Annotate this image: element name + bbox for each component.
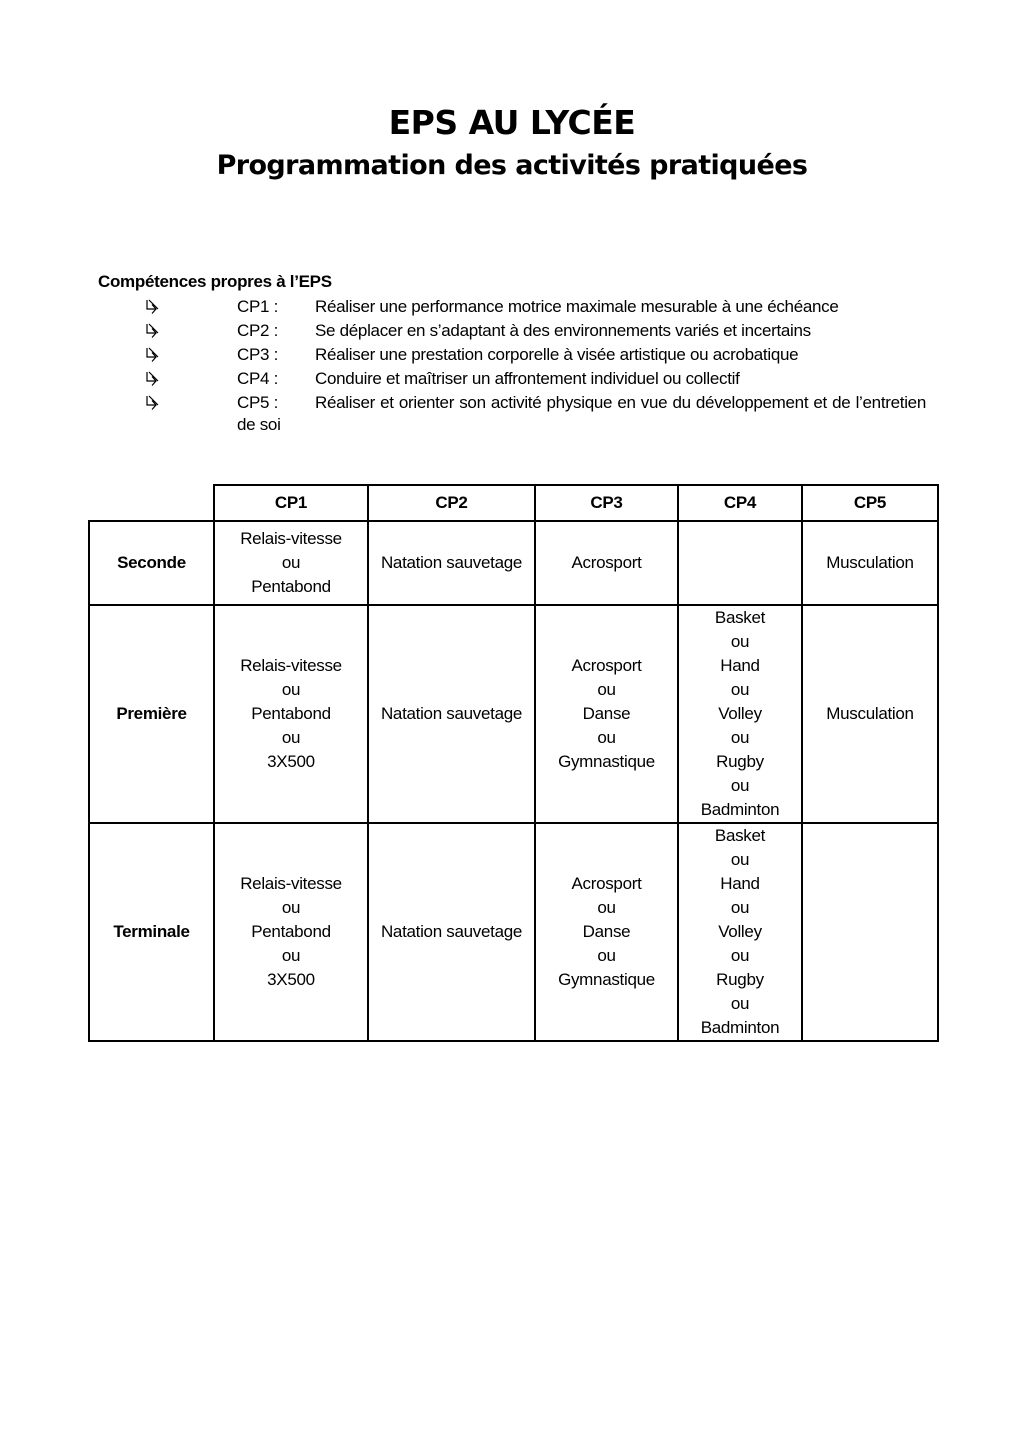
table-cell: [368, 605, 535, 823]
competences-list: [0, 296, 1024, 440]
cell-line: ou: [597, 946, 616, 965]
table-cell: [214, 823, 368, 1041]
cell-line: ou: [597, 728, 616, 747]
cell-line: Hand: [720, 874, 760, 893]
cell-line: ou: [730, 850, 750, 869]
cell-line: 3X500: [267, 752, 315, 771]
cell-line: ou: [281, 898, 301, 917]
cell-line: ou: [281, 680, 301, 699]
cell-line: ou: [281, 946, 301, 965]
cell-line: Relais-vitesse: [240, 874, 342, 893]
competence-item-cp2: [0, 320, 1024, 344]
table-cell: [678, 521, 802, 605]
competences-heading: Compétences propres à l’EPS: [98, 272, 332, 291]
table-row-premiere: [89, 605, 938, 823]
cell-line: Acrosport: [571, 874, 642, 893]
competence-code: CP1 :: [237, 297, 279, 316]
arrow-bullet-icon: [144, 296, 162, 318]
cell-line: 3X500: [267, 970, 315, 989]
table-cell: [535, 605, 678, 823]
cell-line: Relais-vitesse: [240, 656, 342, 675]
table-cell: [214, 521, 368, 605]
competence-text: Réaliser une prestation corporelle à visée artistique ou acrobatique: [315, 345, 799, 364]
table-cell: [535, 823, 678, 1041]
competence-text: Se déplacer en s’adaptant à des environnements variés et incertains: [315, 321, 811, 340]
column-header-cp1: CP1: [214, 485, 368, 521]
table-cell: [802, 521, 938, 605]
table-row-seconde: [89, 521, 938, 605]
page-title: EPS AU LYCÉE: [388, 103, 636, 142]
cell-line: Danse: [582, 922, 631, 941]
table-corner: [89, 485, 214, 521]
table-cell: [678, 605, 802, 823]
cell-line: Pentabond: [251, 704, 331, 723]
cell-line: Rugby: [716, 970, 764, 989]
cell-line: Badminton: [700, 800, 780, 819]
table-cell: [678, 823, 802, 1041]
cell-line: ou: [597, 680, 616, 699]
cell-line: Basket: [714, 608, 766, 627]
cell-line: Badminton: [700, 1018, 780, 1037]
arrow-bullet-icon: [144, 368, 162, 390]
cell-line: ou: [730, 728, 750, 747]
table-header-row: [89, 485, 938, 521]
competence-item-cp5: [0, 392, 1024, 440]
cell-line: ou: [730, 946, 750, 965]
cell-line: Volley: [718, 704, 762, 723]
cell-line: Acrosport: [571, 656, 642, 675]
competence-item-cp3: [0, 344, 1024, 368]
cell-line: ou: [281, 553, 301, 572]
row-label: Seconde: [89, 521, 214, 605]
cell-line: Gymnastique: [558, 970, 655, 989]
table-cell: [802, 823, 938, 1041]
cell-line: Basket: [714, 826, 766, 845]
competence-code: CP4 :: [237, 369, 279, 388]
cell-line: Volley: [718, 922, 762, 941]
column-header-cp4: CP4: [678, 485, 802, 521]
cell-line: ou: [730, 680, 750, 699]
cell-line: Natation sauvetage: [380, 704, 523, 723]
column-header-cp5: CP5: [802, 485, 938, 521]
column-header-cp2: CP2: [368, 485, 535, 521]
table-cell: [535, 521, 678, 605]
table-cell: [214, 605, 368, 823]
page-subtitle: Programmation des activités pratiquées: [216, 150, 808, 181]
row-label: Terminale: [89, 823, 214, 1041]
competence-code: CP2 :: [237, 321, 279, 340]
competence-text: Réaliser une performance motrice maximale mesurable à une échéance: [315, 297, 839, 316]
table-cell: [802, 605, 938, 823]
arrow-bullet-icon: [144, 344, 162, 366]
cell-line: ou: [597, 898, 616, 917]
competence-item-cp4: [0, 368, 1024, 392]
cell-line: Rugby: [716, 752, 764, 771]
cell-line: ou: [730, 994, 750, 1013]
competence-text: Réaliser et orienter son activité physique en vue du développement et de l’entretien de soi: [237, 393, 926, 434]
cell-line: Natation sauvetage: [380, 922, 523, 941]
cell-line: Gymnastique: [558, 752, 655, 771]
competence-item-cp1: [0, 296, 1024, 320]
cell-line: ou: [281, 728, 301, 747]
cell-line: Pentabond: [251, 922, 331, 941]
competence-code: CP3 :: [237, 345, 279, 364]
arrow-bullet-icon: [144, 320, 162, 342]
table-cell: [368, 823, 535, 1041]
arrow-bullet-icon: [144, 392, 162, 414]
programmation-table: [88, 484, 939, 1042]
row-label: Première: [89, 605, 214, 823]
cell-line: ou: [730, 898, 750, 917]
cell-line: Natation sauvetage: [380, 553, 523, 572]
cell-line: Danse: [582, 704, 631, 723]
table-cell: [368, 521, 535, 605]
cell-line: ou: [730, 632, 750, 651]
cell-line: Musculation: [826, 553, 914, 572]
cell-line: Acrosport: [571, 553, 642, 572]
table-row-terminale: [89, 823, 938, 1041]
cell-line: Pentabond: [251, 577, 331, 596]
cell-line: Hand: [720, 656, 760, 675]
cell-line: Relais-vitesse: [240, 529, 342, 548]
competence-code: CP5 :: [237, 393, 279, 412]
competence-text: Conduire et maîtriser un affrontement individuel ou collectif: [315, 369, 740, 388]
column-header-cp3: CP3: [535, 485, 678, 521]
cell-line: ou: [730, 776, 750, 795]
cell-line: Musculation: [826, 704, 914, 723]
